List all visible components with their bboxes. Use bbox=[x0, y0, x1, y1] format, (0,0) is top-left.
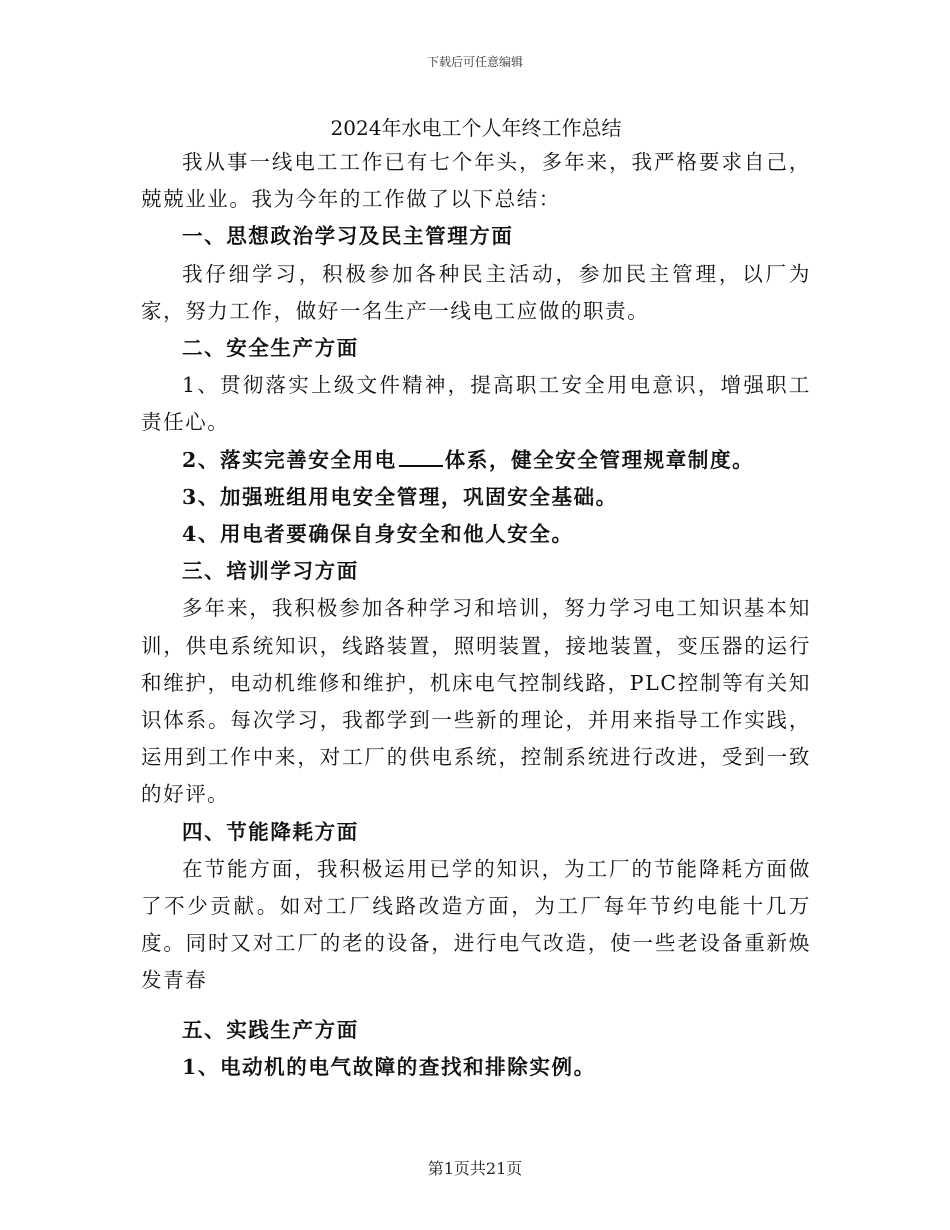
document-body bbox=[141, 112, 811, 1086]
section-1-heading: 一、思想政治学习及民主管理方面 bbox=[182, 224, 514, 249]
fill-in-blank bbox=[399, 447, 443, 467]
section-2-item-2-after: 体系，健全安全管理规章制度。 bbox=[444, 447, 755, 472]
section-1-paragraph: 我仔细学习，积极参加各种民主活动，参加民主管理，以厂为家，努力工作，做好一名生产一线电工应做的职责。 bbox=[141, 261, 811, 323]
page-header-note: 下载后可任意编辑 bbox=[426, 55, 523, 69]
section-4-paragraph: 在节能方面，我积极运用已学的知识，为工厂的节能降耗方面做了不少贡献。如对工厂线路改造方面，为工厂每年节约电能十几万度。同时又对工厂的老的设备，进行电气改造，使一些老设备重新焕发青春 bbox=[141, 856, 811, 993]
section-5-item-1: 1、电动机的电气故障的查找和排除实例。 bbox=[182, 1054, 596, 1079]
section-2-item-2-before: 2、落实完善安全用电 bbox=[182, 447, 397, 472]
intro-paragraph: 我从事一线电工工作已有七个年头，多年来，我严格要求自己，兢兢业业。我为今年的工作做了以下总结： bbox=[141, 150, 811, 212]
section-2-heading: 二、安全生产方面 bbox=[182, 336, 359, 361]
section-2-item-3: 3、加强班组用电安全管理，巩固安全基础。 bbox=[182, 484, 618, 509]
section-4-heading: 四、节能降耗方面 bbox=[182, 819, 359, 844]
section-3-paragraph: 多年来，我积极参加各种学习和培训，努力学习电工知识基本知训，供电系统知识，线路装置，照明装置，接地装置，变压器的运行和维护，电动机维修和维护，机床电气控制线路，PLC控制等有关知识体系。每次学习，我都学到一些新的理论，并用来指导工作实践，运用到工作中来，对工厂的供电系统，控制系统进行改进，受到一致的好评。 bbox=[141, 596, 811, 807]
section-3-heading: 三、培训学习方面 bbox=[182, 559, 359, 584]
section-5-heading: 五、实践生产方面 bbox=[182, 1017, 359, 1042]
section-2-item-4: 4、用电者要确保自身安全和他人安全。 bbox=[182, 522, 574, 547]
paragraph-gap bbox=[141, 1000, 811, 1012]
page-number-footer: 第1页共21页 bbox=[427, 1159, 523, 1178]
section-2-item-1: 1、贯彻落实上级文件精神，提高职工安全用电意识，增强职工责任心。 bbox=[141, 373, 811, 435]
section-2-item-2 bbox=[141, 442, 811, 479]
document-title: 2024年水电工个人年终工作总结 bbox=[330, 116, 622, 140]
